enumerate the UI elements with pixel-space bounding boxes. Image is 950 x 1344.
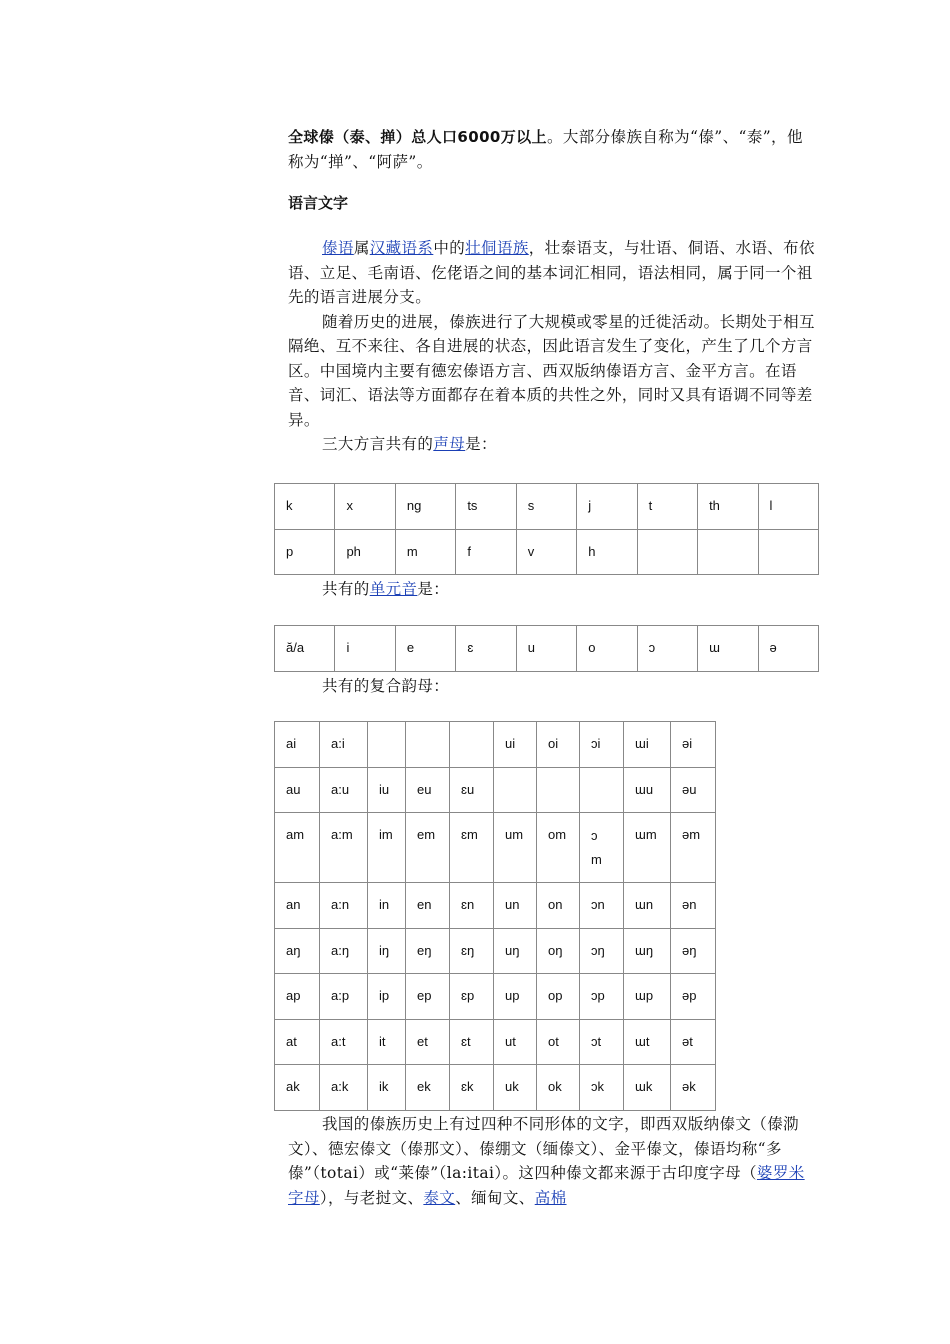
table-cell: ɔŋ (580, 928, 624, 974)
table-cell: v (516, 529, 576, 575)
table-cell: ɛm (450, 813, 494, 883)
table-cell: ot (537, 1019, 580, 1065)
table-cell (580, 767, 624, 813)
cell-glyph: m (591, 852, 602, 867)
table-row (275, 974, 716, 1020)
table-cell: in (368, 883, 406, 929)
table-cell (450, 722, 494, 768)
table-cell (406, 722, 450, 768)
table-cell (494, 767, 537, 813)
table-cell: un (494, 883, 537, 929)
table-cell: ɔt (580, 1019, 624, 1065)
table-cell: ɔi (580, 722, 624, 768)
table-cell (698, 529, 758, 575)
table-cell: a:ŋ (320, 928, 368, 974)
table-cell: ɛ (456, 626, 516, 672)
table-cell: əu (671, 767, 716, 813)
paragraph-language-family (288, 236, 818, 310)
table-cell: ep (406, 974, 450, 1020)
initials-table (274, 483, 819, 575)
table-row (275, 529, 819, 575)
table-row (275, 813, 716, 883)
text: 三大方言共有的 (322, 435, 434, 453)
table-cell: iŋ (368, 928, 406, 974)
table-row (275, 484, 819, 530)
table-cell: ai (275, 722, 320, 768)
label-initials (288, 432, 818, 457)
table-cell: en (406, 883, 450, 929)
cell-glyph: ɔ (591, 828, 598, 843)
link-initials[interactable]: 声母 (433, 435, 466, 453)
text: 是： (465, 435, 497, 453)
table-cell: a:p (320, 974, 368, 1020)
table-cell: eŋ (406, 928, 450, 974)
table-cell: ɯ (698, 626, 758, 672)
table-cell: j (577, 484, 637, 530)
table-cell: u (516, 626, 576, 672)
table-cell: i (335, 626, 395, 672)
table-cell: m (395, 529, 455, 575)
link-brahmi[interactable]: 婆罗米字母 (288, 1164, 805, 1207)
text: 、缅甸文、 (455, 1188, 535, 1207)
table-cell: ɯm (624, 813, 671, 883)
table-cell: ɛp (450, 974, 494, 1020)
table-cell: eu (406, 767, 450, 813)
table-cell: ɛk (450, 1065, 494, 1111)
table-cell: əŋ (671, 928, 716, 974)
table-cell: s (516, 484, 576, 530)
table-cell: ɯu (624, 767, 671, 813)
table-cell: it (368, 1019, 406, 1065)
table-cell: a:t (320, 1019, 368, 1065)
table-cell: ek (406, 1065, 450, 1111)
table-cell: om (537, 813, 580, 883)
table-cell: ɯŋ (624, 928, 671, 974)
text: ），与老挝文、 (319, 1188, 424, 1207)
text: 中的 (433, 239, 466, 257)
link-khmer[interactable]: 高棉 (534, 1188, 567, 1207)
table-cell: t (637, 484, 697, 530)
table-cell: ɛt (450, 1019, 494, 1065)
table-cell: əi (671, 722, 716, 768)
text: ，壮泰语支，与壮语、侗语、水语、布依语、立足、毛南语、仡佬语之间的基本词汇相同，语法相同，属于同一个祖先的语言进展分支。 (288, 239, 815, 306)
paragraph-dialects: 随着历史的进展，傣族进行了大规模或零星的迁徙活动。长期处于相互隔绝、互不来往、各自进展的状态，因此语言发生了变化，产生了几个方言区。中国境内主要有德宏傣语方言、西双版纳傣语方言、金平方言。在语音、词汇、语法等方面都存在着本质的共性之外，同时又具有语调不同等差异。 (288, 312, 815, 429)
table-cell: au (275, 767, 320, 813)
table-cell: k (275, 484, 335, 530)
table-row (275, 1065, 716, 1111)
table-cell: ak (275, 1065, 320, 1111)
table-row (275, 928, 716, 974)
table-cell: ɯi (624, 722, 671, 768)
text: 我国的傣族历史上有过四种不同形体的文字，即西双版纳傣文（傣泐文）、德宏傣文（傣那文）、傣绷文（缅傣文）、金平傣文，傣语均称“多傣”（totai）或“莱傣”（la:itai）。这四种傣文都来源于古印度字母（ (288, 1115, 800, 1182)
table-cell: ɔn (580, 883, 624, 929)
table-cell: em (406, 813, 450, 883)
table-cell: ɔ (637, 626, 697, 672)
table-cell: uŋ (494, 928, 537, 974)
table-cell: ik (368, 1065, 406, 1111)
table-cell: on (537, 883, 580, 929)
table-cell: am (275, 813, 320, 883)
text: 共有的 (322, 580, 370, 598)
table-cell: ək (671, 1065, 716, 1111)
table-cell: əm (671, 813, 716, 883)
table-cell: ɛu (450, 767, 494, 813)
table-row (275, 1019, 716, 1065)
table-cell: an (275, 883, 320, 929)
intro-paragraph (288, 125, 818, 174)
link-sino-tibetan[interactable]: 汉藏语系 (369, 239, 434, 257)
table-cell: o (577, 626, 637, 672)
table-cell: a:i (320, 722, 368, 768)
table-cell: ok (537, 1065, 580, 1111)
table-cell: et (406, 1019, 450, 1065)
table-cell: aŋ (275, 928, 320, 974)
table-cell: um (494, 813, 537, 883)
intro-bold: 全球傣（泰、掸）总人口6000万以上 (288, 128, 547, 146)
table-cell (637, 529, 697, 575)
table-cell: th (698, 484, 758, 530)
table-cell: ɯt (624, 1019, 671, 1065)
table-cell: up (494, 974, 537, 1020)
table-cell: e (395, 626, 455, 672)
intro-rest: 。大部分傣族自称为“傣”、“泰”，他称为“掸”、“阿萨”。 (288, 128, 803, 171)
table-cell: oŋ (537, 928, 580, 974)
table-cell (368, 722, 406, 768)
table-cell: ɛŋ (450, 928, 494, 974)
table-cell: l (758, 484, 819, 530)
table-cell: ə (758, 626, 819, 672)
table-cell: ui (494, 722, 537, 768)
label-finals: 共有的复合韵母： (322, 677, 450, 695)
table-cell (758, 529, 819, 575)
vowels-table (274, 625, 819, 672)
table-cell: uk (494, 1065, 537, 1111)
table-cell: a:u (320, 767, 368, 813)
table-cell: ɔk (580, 1065, 624, 1111)
table-cell: ng (395, 484, 455, 530)
table-row (275, 767, 716, 813)
table-cell: a:m (320, 813, 368, 883)
table-cell: oi (537, 722, 580, 768)
finals-table (274, 721, 716, 1111)
table-cell: a:k (320, 1065, 368, 1111)
table-row (275, 626, 819, 672)
table-cell: ɔp (580, 974, 624, 1020)
table-cell (580, 813, 624, 883)
table-cell: im (368, 813, 406, 883)
table-cell (537, 767, 580, 813)
link-zhuang-dong[interactable]: 壮侗语族 (465, 239, 529, 257)
paragraph-scripts (288, 1112, 818, 1210)
table-cell: ən (671, 883, 716, 929)
section-heading: 语言文字 (288, 194, 349, 212)
table-cell: ut (494, 1019, 537, 1065)
link-dai-language[interactable]: 傣语 (322, 239, 354, 257)
table-cell: op (537, 974, 580, 1020)
table-cell: ət (671, 1019, 716, 1065)
table-cell: əp (671, 974, 716, 1020)
table-cell: f (456, 529, 516, 575)
table-cell: ɯk (624, 1065, 671, 1111)
table-row (275, 722, 716, 768)
table-cell: ts (456, 484, 516, 530)
table-cell: ă/a (275, 626, 335, 672)
table-cell: ɯn (624, 883, 671, 929)
table-cell: x (335, 484, 395, 530)
table-cell: h (577, 529, 637, 575)
table-cell: ɯp (624, 974, 671, 1020)
table-cell: ap (275, 974, 320, 1020)
link-thai-script[interactable]: 泰文 (423, 1188, 456, 1207)
label-vowels (322, 577, 449, 601)
table-cell: ph (335, 529, 395, 575)
table-cell: ip (368, 974, 406, 1020)
link-monophthongs[interactable]: 单元音 (369, 580, 418, 598)
table-cell: p (275, 529, 335, 575)
table-cell: iu (368, 767, 406, 813)
table-row (275, 883, 716, 929)
table-cell: ɛn (450, 883, 494, 929)
table-cell: at (275, 1019, 320, 1065)
text: 属 (353, 239, 370, 257)
table-cell: a:n (320, 883, 368, 929)
text: 是： (417, 580, 450, 598)
